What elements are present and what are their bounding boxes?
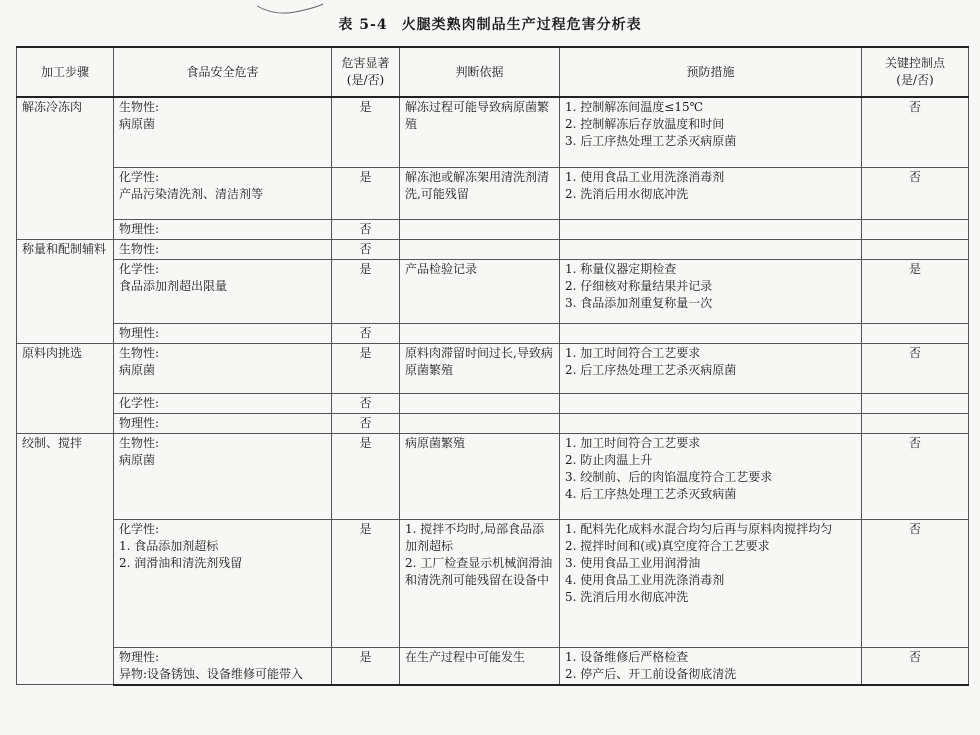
ccp-cell (862, 219, 969, 239)
significant-cell: 否 (332, 323, 400, 343)
significant-cell: 是 (332, 97, 400, 167)
hazard-detail: 异物:设备锈蚀、设备维修可能带入 (119, 666, 304, 681)
hazard-cell (114, 433, 332, 519)
basis-line: 在生产过程中可能发生 (405, 649, 526, 664)
table-title-text: 火腿类熟肉制品生产过程危害分析表 (401, 17, 642, 33)
basis-cell (400, 259, 560, 323)
table-row (17, 433, 969, 519)
header-measures: 预防措施 (560, 47, 862, 97)
hazard-type: 化学性: (119, 521, 160, 536)
basis-line: 解冻池或解冻架用清洗剂清洗,可能残留 (405, 169, 550, 201)
hazard-cell (114, 647, 332, 685)
header-ccp: 关键控制点 (是/否) (862, 47, 969, 97)
measures-cell (560, 97, 862, 167)
measure-item: 1. 设备维修后严格检查 (565, 649, 689, 664)
table-row (17, 239, 969, 259)
hazard-detail: 食品添加剂超出限量 (119, 278, 228, 293)
step-cell: 原料肉挑选 (17, 343, 114, 433)
basis-cell (400, 519, 560, 647)
table-row (17, 167, 969, 219)
measures-cell (560, 323, 862, 343)
hazard-cell (114, 393, 332, 413)
hazard-type: 生物性: (119, 345, 160, 360)
significant-cell: 否 (332, 219, 400, 239)
hazard-detail: 产品污染清洗剂、清洁剂等 (119, 186, 264, 201)
ccp-cell (862, 413, 969, 433)
measure-item: 2. 后工序热处理工艺杀灭病原菌 (565, 362, 737, 377)
measure-item: 2. 仔细核对称量结果并记录 (565, 278, 713, 293)
measure-item: 3. 食品添加剂重复称量一次 (565, 295, 713, 310)
basis-line: 2. 工厂检查显示机械润滑油和清洗剂可能残留在设备中 (405, 555, 553, 587)
ccp-cell: 否 (862, 167, 969, 219)
significant-cell: 否 (332, 239, 400, 259)
hazard-type: 物理性: (119, 325, 160, 340)
ccp-cell (862, 393, 969, 413)
hazard-cell (114, 323, 332, 343)
header-significant: 危害显著 (是/否) (332, 47, 400, 97)
measure-item: 1. 控制解冻间温度≤15℃ (565, 100, 704, 114)
ccp-cell: 否 (862, 433, 969, 519)
table-row (17, 393, 969, 413)
hazard-detail: 病原菌 (119, 117, 156, 131)
significant-cell: 是 (332, 259, 400, 323)
table-title (0, 14, 980, 34)
hazard-detail: 病原菌 (119, 362, 156, 377)
significant-cell: 是 (332, 433, 400, 519)
hazard-type: 生物性: (119, 100, 160, 114)
hazard-type: 物理性: (119, 221, 160, 236)
measure-item: 2. 搅拌时间和(或)真空度符合工艺要求 (565, 538, 770, 553)
significant-cell: 是 (332, 519, 400, 647)
measure-item: 1. 配料先化成料水混合均匀后再与原料肉搅拌均匀 (565, 521, 833, 536)
hazard-type: 生物性: (119, 435, 160, 450)
basis-cell (400, 97, 560, 167)
measure-item: 2. 防止肉温上升 (565, 452, 653, 467)
hazard-detail: 1. 食品添加剂超标 (119, 538, 219, 553)
measures-cell (560, 239, 862, 259)
hazard-cell (114, 97, 332, 167)
ccp-cell: 否 (862, 343, 969, 393)
table-number: 表 5-4 (338, 17, 388, 33)
measure-item: 1. 使用食品工业用洗涤消毒剂 (565, 169, 725, 184)
table-header-row (17, 47, 969, 97)
hazard-cell (114, 219, 332, 239)
basis-cell (400, 647, 560, 685)
measures-cell (560, 167, 862, 219)
measures-cell (560, 647, 862, 685)
hazard-type: 物理性: (119, 415, 160, 430)
table-row (17, 413, 969, 433)
basis-cell (400, 413, 560, 433)
measures-cell (560, 519, 862, 647)
step-cell: 称量和配制辅料 (17, 239, 114, 343)
basis-line: 产品检验记录 (405, 261, 478, 276)
measure-item: 5. 洗消后用水彻底冲洗 (565, 589, 689, 604)
basis-cell (400, 343, 560, 393)
table-row (17, 97, 969, 167)
basis-cell (400, 393, 560, 413)
significant-cell: 是 (332, 647, 400, 685)
measure-item: 1. 称量仪器定期检查 (565, 261, 677, 276)
hazard-detail: 病原菌 (119, 452, 156, 467)
measures-cell (560, 413, 862, 433)
table-row (17, 519, 969, 647)
measure-item: 1. 加工时间符合工艺要求 (565, 345, 701, 360)
basis-cell (400, 167, 560, 219)
measure-item: 3. 使用食品工业用润滑油 (565, 555, 701, 570)
measure-item: 4. 后工序热处理工艺杀灭致病菌 (565, 486, 737, 501)
table-row (17, 647, 969, 685)
measure-item: 3. 后工序热处理工艺杀灭病原菌 (565, 134, 737, 148)
basis-line: 病原菌繁殖 (405, 435, 466, 450)
measure-item: 4. 使用食品工业用洗涤消毒剂 (565, 572, 725, 587)
hazard-type: 化学性: (119, 261, 160, 276)
table-row (17, 323, 969, 343)
basis-cell (400, 219, 560, 239)
measures-cell (560, 259, 862, 323)
ccp-cell: 否 (862, 647, 969, 685)
hazard-cell (114, 167, 332, 219)
measure-item: 3. 绞制前、后的肉馅温度符合工艺要求 (565, 469, 773, 484)
hazard-cell (114, 343, 332, 393)
measure-item: 2. 停产后、开工前设备彻底清洗 (565, 666, 737, 681)
hazard-type: 化学性: (119, 169, 160, 184)
measures-cell (560, 433, 862, 519)
ccp-cell (862, 239, 969, 259)
measure-item: 2. 控制解冻后存放温度和时间 (565, 117, 725, 131)
table-row (17, 219, 969, 239)
significant-cell: 否 (332, 413, 400, 433)
header-basis: 判断依据 (400, 47, 560, 97)
ccp-cell: 是 (862, 259, 969, 323)
table-row (17, 343, 969, 393)
ccp-cell (862, 323, 969, 343)
basis-line: 原料肉滞留时间过长,导致病原菌繁殖 (405, 345, 553, 377)
hazard-cell (114, 239, 332, 259)
header-step: 加工步骤 (17, 47, 114, 97)
basis-cell (400, 433, 560, 519)
basis-cell (400, 323, 560, 343)
hazard-analysis-table (16, 46, 969, 686)
measures-cell (560, 343, 862, 393)
hazard-detail: 2. 润滑油和清洗剂残留 (119, 555, 243, 570)
hazard-type: 物理性: (119, 649, 160, 664)
step-cell: 绞制、搅拌 (17, 433, 114, 685)
significant-cell: 否 (332, 393, 400, 413)
step-cell: 解冻冷冻肉 (17, 97, 114, 239)
hazard-type: 生物性: (119, 241, 160, 256)
header-hazard: 食品安全危害 (114, 47, 332, 97)
hazard-cell (114, 413, 332, 433)
basis-line: 解冻过程可能导致病原菌繁殖 (405, 100, 550, 131)
basis-cell (400, 239, 560, 259)
hazard-type: 化学性: (119, 395, 160, 410)
significant-cell: 是 (332, 343, 400, 393)
measures-cell (560, 219, 862, 239)
hazard-cell (114, 519, 332, 647)
hazard-cell (114, 259, 332, 323)
measures-cell (560, 393, 862, 413)
significant-cell: 是 (332, 167, 400, 219)
ccp-cell: 否 (862, 97, 969, 167)
table-row (17, 259, 969, 323)
measure-item: 2. 洗消后用水彻底冲洗 (565, 186, 689, 201)
measure-item: 1. 加工时间符合工艺要求 (565, 435, 701, 450)
basis-line: 1. 搅拌不均时,局部食品添加剂超标 (405, 521, 545, 553)
ccp-cell: 否 (862, 519, 969, 647)
